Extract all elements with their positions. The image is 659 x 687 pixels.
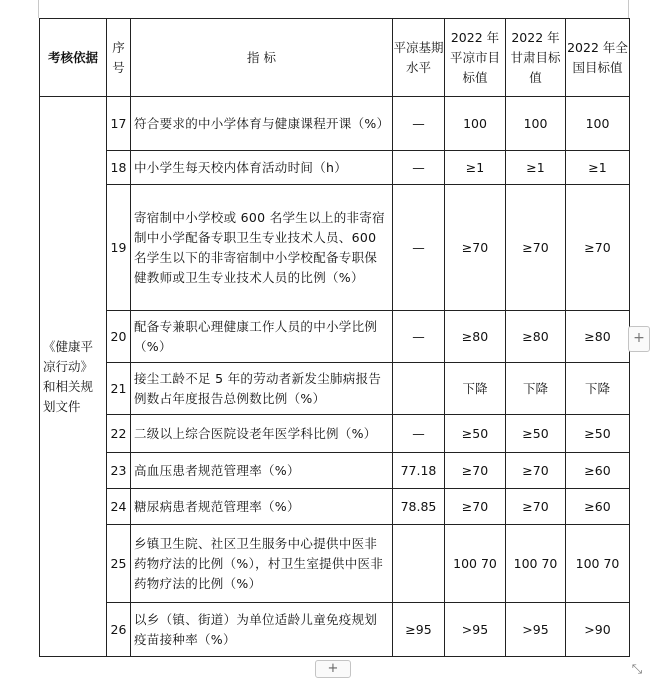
gansu-cell[interactable]: ≥70 — [506, 489, 566, 525]
table-row[interactable] — [40, 363, 630, 415]
pingliang-cell[interactable]: ≥70 — [445, 489, 506, 525]
seq-cell[interactable]: 22 — [107, 415, 131, 453]
indicator-cell[interactable]: 符合要求的中小学体育与健康课程开课（%） — [131, 97, 393, 151]
seq-cell[interactable]: 17 — [107, 97, 131, 151]
gansu-cell[interactable]: 100 70 — [506, 525, 566, 603]
baseline-cell[interactable]: ≥95 — [393, 603, 445, 657]
pingliang-cell[interactable]: 100 70 — [445, 525, 506, 603]
seq-cell[interactable]: 20 — [107, 311, 131, 363]
header-baseline: 平凉基期水平 — [393, 19, 445, 97]
indicator-cell[interactable]: 中小学生每天校内体育活动时间（h） — [131, 151, 393, 185]
indicator-cell[interactable]: 乡镇卫生院、社区卫生服务中心提供中医非药物疗法的比例（%），村卫生室提供中医非药物疗法的比例（%） — [131, 525, 393, 603]
gansu-cell[interactable]: ≥50 — [506, 415, 566, 453]
basis-cell[interactable]: 《健康平凉行动》和相关规划文件 — [40, 97, 107, 657]
baseline-cell[interactable] — [393, 525, 445, 603]
national-cell[interactable]: ≥1 — [566, 151, 630, 185]
header-basis: 考核依据 — [40, 19, 107, 97]
seq-cell[interactable]: 18 — [107, 151, 131, 185]
gansu-cell[interactable]: 100 — [506, 97, 566, 151]
indicator-cell[interactable]: 接尘工龄不足 5 年的劳动者新发尘肺病报告例数占年度报告总例数比例（%） — [131, 363, 393, 415]
table-row[interactable] — [40, 151, 630, 185]
pingliang-cell[interactable]: 下降 — [445, 363, 506, 415]
pingliang-cell[interactable]: >95 — [445, 603, 506, 657]
indicator-cell[interactable]: 配备专兼职心理健康工作人员的中小学比例（%） — [131, 311, 393, 363]
baseline-cell[interactable]: — — [393, 97, 445, 151]
national-cell[interactable]: ≥50 — [566, 415, 630, 453]
seq-cell[interactable]: 21 — [107, 363, 131, 415]
national-cell[interactable]: ≥70 — [566, 185, 630, 311]
seq-cell[interactable]: 24 — [107, 489, 131, 525]
table-row[interactable] — [40, 603, 630, 657]
national-cell[interactable]: ≥60 — [566, 453, 630, 489]
national-cell[interactable]: 100 — [566, 97, 630, 151]
assessment-table[interactable] — [39, 18, 630, 657]
header-national-target: 2022 年全国目标值 — [566, 19, 630, 97]
gansu-cell[interactable]: 下降 — [506, 363, 566, 415]
seq-cell[interactable]: 19 — [107, 185, 131, 311]
baseline-cell[interactable]: 77.18 — [393, 453, 445, 489]
indicator-cell[interactable]: 寄宿制中小学校或 600 名学生以上的非寄宿制中小学配备专职卫生专业技术人员、600 名学生以下的非寄宿制中小学校配备专职保健教师或卫生专业技术人员的比例（%） — [131, 185, 393, 311]
header-pingliang-target: 2022 年平凉市目标值 — [445, 19, 506, 97]
margin-guide-left — [38, 0, 39, 18]
header-gansu-target: 2022 年甘肃目标值 — [506, 19, 566, 97]
margin-guide-right — [628, 0, 629, 18]
seq-cell[interactable]: 25 — [107, 525, 131, 603]
header-indicator: 指 标 — [131, 19, 393, 97]
national-cell[interactable]: >90 — [566, 603, 630, 657]
table-row[interactable] — [40, 489, 630, 525]
national-cell[interactable]: 下降 — [566, 363, 630, 415]
pingliang-cell[interactable]: ≥50 — [445, 415, 506, 453]
add-row-button[interactable]: + — [315, 660, 351, 678]
baseline-cell[interactable]: — — [393, 415, 445, 453]
gansu-cell[interactable]: ≥70 — [506, 185, 566, 311]
table-row[interactable] — [40, 185, 630, 311]
baseline-cell[interactable]: 78.85 — [393, 489, 445, 525]
table-row[interactable] — [40, 311, 630, 363]
pingliang-cell[interactable]: ≥70 — [445, 185, 506, 311]
table-row[interactable] — [40, 415, 630, 453]
national-cell[interactable]: 100 70 — [566, 525, 630, 603]
seq-cell[interactable]: 26 — [107, 603, 131, 657]
national-cell[interactable]: ≥80 — [566, 311, 630, 363]
table-row[interactable] — [40, 97, 630, 151]
table-resize-handle[interactable]: ⤡ — [631, 662, 643, 677]
baseline-cell[interactable]: — — [393, 311, 445, 363]
table-row[interactable] — [40, 525, 630, 603]
seq-cell[interactable]: 23 — [107, 453, 131, 489]
add-column-button[interactable]: + — [628, 326, 650, 352]
baseline-cell[interactable] — [393, 363, 445, 415]
pingliang-cell[interactable]: ≥1 — [445, 151, 506, 185]
gansu-cell[interactable]: ≥1 — [506, 151, 566, 185]
indicator-cell[interactable]: 二级以上综合医院设老年医学科比例（%） — [131, 415, 393, 453]
national-cell[interactable]: ≥60 — [566, 489, 630, 525]
header-seq: 序号 — [107, 19, 131, 97]
indicator-cell[interactable]: 糖尿病患者规范管理率（%） — [131, 489, 393, 525]
gansu-cell[interactable]: ≥70 — [506, 453, 566, 489]
gansu-cell[interactable]: >95 — [506, 603, 566, 657]
pingliang-cell[interactable]: ≥70 — [445, 453, 506, 489]
baseline-cell[interactable]: — — [393, 185, 445, 311]
pingliang-cell[interactable]: 100 — [445, 97, 506, 151]
gansu-cell[interactable]: ≥80 — [506, 311, 566, 363]
baseline-cell[interactable]: — — [393, 151, 445, 185]
header-row — [40, 19, 630, 97]
table-row[interactable] — [40, 453, 630, 489]
indicator-cell[interactable]: 以乡（镇、街道）为单位适龄儿童免疫规划疫苗接种率（%） — [131, 603, 393, 657]
pingliang-cell[interactable]: ≥80 — [445, 311, 506, 363]
indicator-cell[interactable]: 高血压患者规范管理率（%） — [131, 453, 393, 489]
page-top-margin — [0, 0, 659, 18]
